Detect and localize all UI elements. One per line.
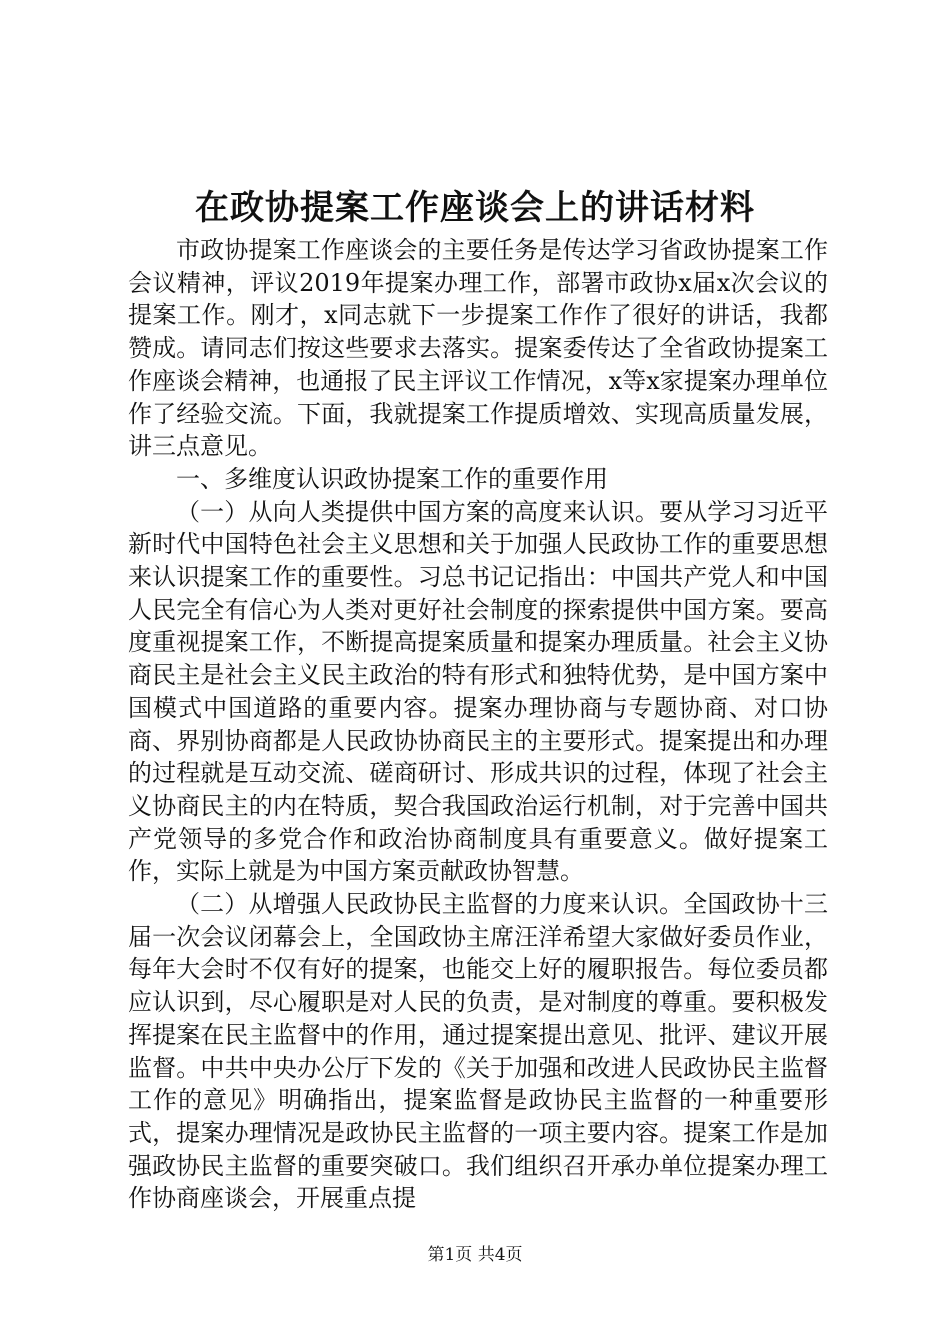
subsection-paragraph-2: （二）从增强人民政协民主监督的力度来认识。全国政协十三届一次会议闭幕会上，全国政协主席汪洋希望大家做好委员作业，每年大会时不仅有好的提案，也能交上好的履职报告。每位委员都应认识到，尽心履职是对人民的负责，是对制度的尊重。要积极发挥提案在民主监督中的作用，通过提案提出意见、批评、建议开展监督。中共中央办公厅下发的《关于加强和改进人民政协民主监督工作的意见》明确指出，提案监督是政协民主监督的一种重要形式，提案办理情况是政协民主监督的一项主要内容。提案工作是加强政协民主监督的重要突破口。我们组织召开承办单位提案办理工作协商座谈会，开展重点提 (128, 890, 828, 1213)
subsection-paragraph-1: （一）从向人类提供中国方案的高度来认识。要从学习习近平新时代中国特色社会主义思想和关于加强人民政协工作的重要思想来认识提案工作的重要性。习总书记记指出：中国共产党人和中国人民完全有信心为人类对更好社会制度的探索提供中国方案。要高度重视提案工作，不断提高提案质量和提案办理质量。社会主义协商民主是社会主义民主政治的特有形式和独特优势，是中国方案中国模式中国道路的重要内容。提案办理协商与专题协商、对口协商、界别协商都是人民政协协商民主的主要形式。提案提出和办理的过程就是互动交流、磋商研讨、形成共识的过程，体现了社会主义协商民主的内在特质，契合我国政治运行机制，对于完善中国共产党领导的多党合作和政治协商制度具有重要意义。做好提案工作，实际上就是为中国方案贡献政协智慧。 (128, 497, 828, 886)
page-number-footer: 第1页 共4页 (427, 1245, 523, 1265)
intro-paragraph: 市政协提案工作座谈会的主要任务是传达学习省政协提案工作会议精神，评议2019年提案办理工作，部署市政协x届x次会议的提案工作。刚才，x同志就下一步提案工作作了很好的讲话，我都赞成。请同志们按这些要求去落实。提案委传达了全省政协提案工作座谈会精神，也通报了民主评议工作情况，x等x家提案办理单位作了经验交流。下面，我就提案工作提质增效、实现高质量发展，讲三点意见。 (128, 236, 828, 461)
document-title: 在政协提案工作座谈会上的讲话材料 (195, 188, 755, 228)
section-heading-1: 一、多维度认识政协提案工作的重要作用 (176, 464, 608, 493)
document-body (128, 234, 828, 1215)
